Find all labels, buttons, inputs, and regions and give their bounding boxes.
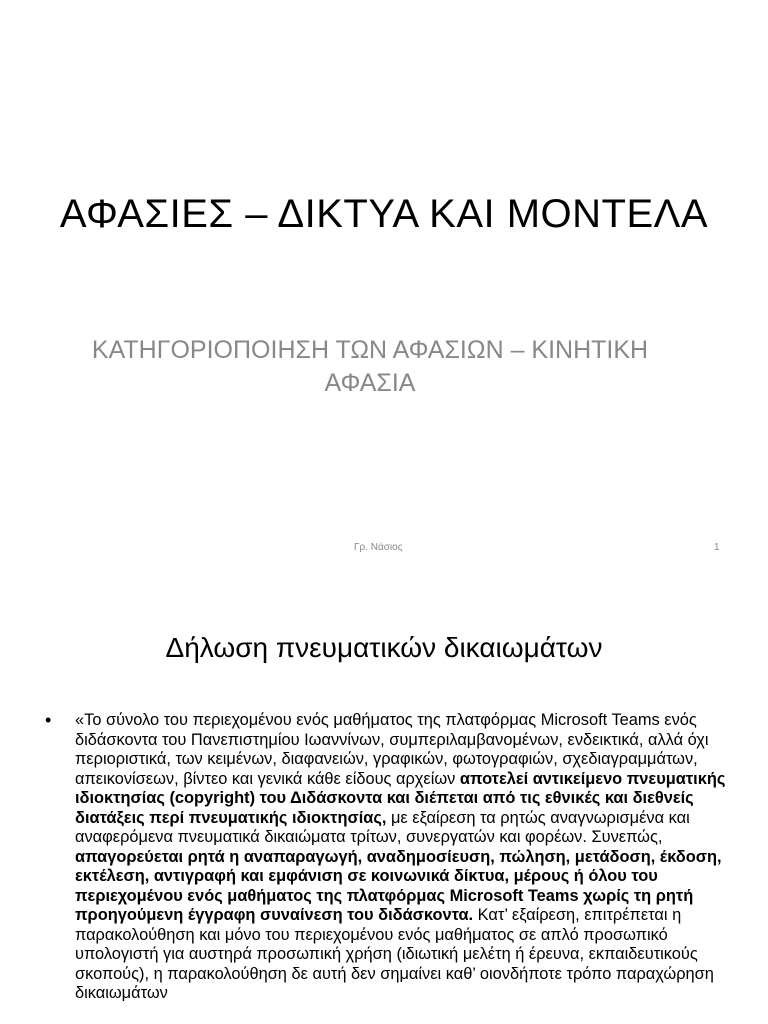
slide-2 bbox=[0, 578, 768, 1024]
slide-1-title: ΑΦΑΣΙΕΣ – ΔΙΚΤΥΑ ΚΑΙ ΜΟΝΤΕΛΑ bbox=[59, 192, 709, 236]
footer-author: Γρ. Νάσιος bbox=[354, 542, 403, 553]
paragraph-text-2: με εξαίρεση τα ρητώς αναγνωρισμένα και αναφερόμενα πνευματικά δικαιώματα τρίτων, συνεργατών και φορέων. Συνεπώς, bbox=[75, 808, 690, 846]
slide-1-subtitle: ΚΑΤΗΓΟΡΙΟΠΟΙΗΣΗ ΤΩΝ ΑΦΑΣΙΩΝ – ΚΙΝΗΤΙΚΗ ΑΦΑΣΙΑ bbox=[91, 336, 649, 397]
paragraph-bold-1: αποτελεί αντικείμενο πνευματικής ιδιοκτησίας (copyright) του Διδάσκοντα και διέπεται από τις εθνικές και διεθνείς διατάξεις περί πνευματικής ιδιοκτησίας, bbox=[75, 769, 726, 827]
copyright-paragraph bbox=[75, 711, 745, 1004]
paragraph-bold-2: απαγορεύεται ρητά η αναπαραγωγή, αναδημοσίευση, πώληση, μετάδοση, έκδοση, εκτέλεση, αντιγραφή και εμφάνιση σε κοινωνικά δίκτυα, μέρους ή όλου του περιεχομένου ενός μαθήματος της πλατφόρμας Microsoft Teams χωρίς τη ρητή προηγούμενη έγγραφη συναίνεση του διδάσκοντα. bbox=[75, 847, 722, 924]
slide-2-title: Δήλωση πνευματικών δικαιωμάτων bbox=[165, 632, 603, 663]
paragraph-text-1: «Το σύνολο του περιεχομένου ενός μαθήματος της πλατφόρμας Microsoft Teams ενός διδάσκοντα του Πανεπιστημίου Ιωαννίνων, συμπεριλαμβανομένων, ενδεικτικά, αλλά όχι περιοριστικά, των κειμένων, διαφανειών, γραφικών, φωτογραφιών, σχεδιαγραμμάτων, απεικονίσεων, βίντεο και γενικά κάθε είδους αρχείων bbox=[75, 711, 709, 788]
paragraph-text-3: Κατ’ εξαίρεση, επιτρέπεται η παρακολούθηση και μόνο του περιεχομένου ενός μαθήματος σε απλό προσωπικό υπολογιστή για αυστηρά προσωπική χρήση (ιδιωτική μελέτη ή έρευνα, εκπαιδευτικούς σκοπούς), η παρακολούθηση δε αυτή δεν σημαίνει καθ’ οιονδήποτε τρόπο παραχώρηση δικαιωμάτων bbox=[75, 906, 714, 1002]
bullet-marker: • bbox=[45, 710, 52, 730]
page-number: 1 bbox=[714, 542, 720, 553]
